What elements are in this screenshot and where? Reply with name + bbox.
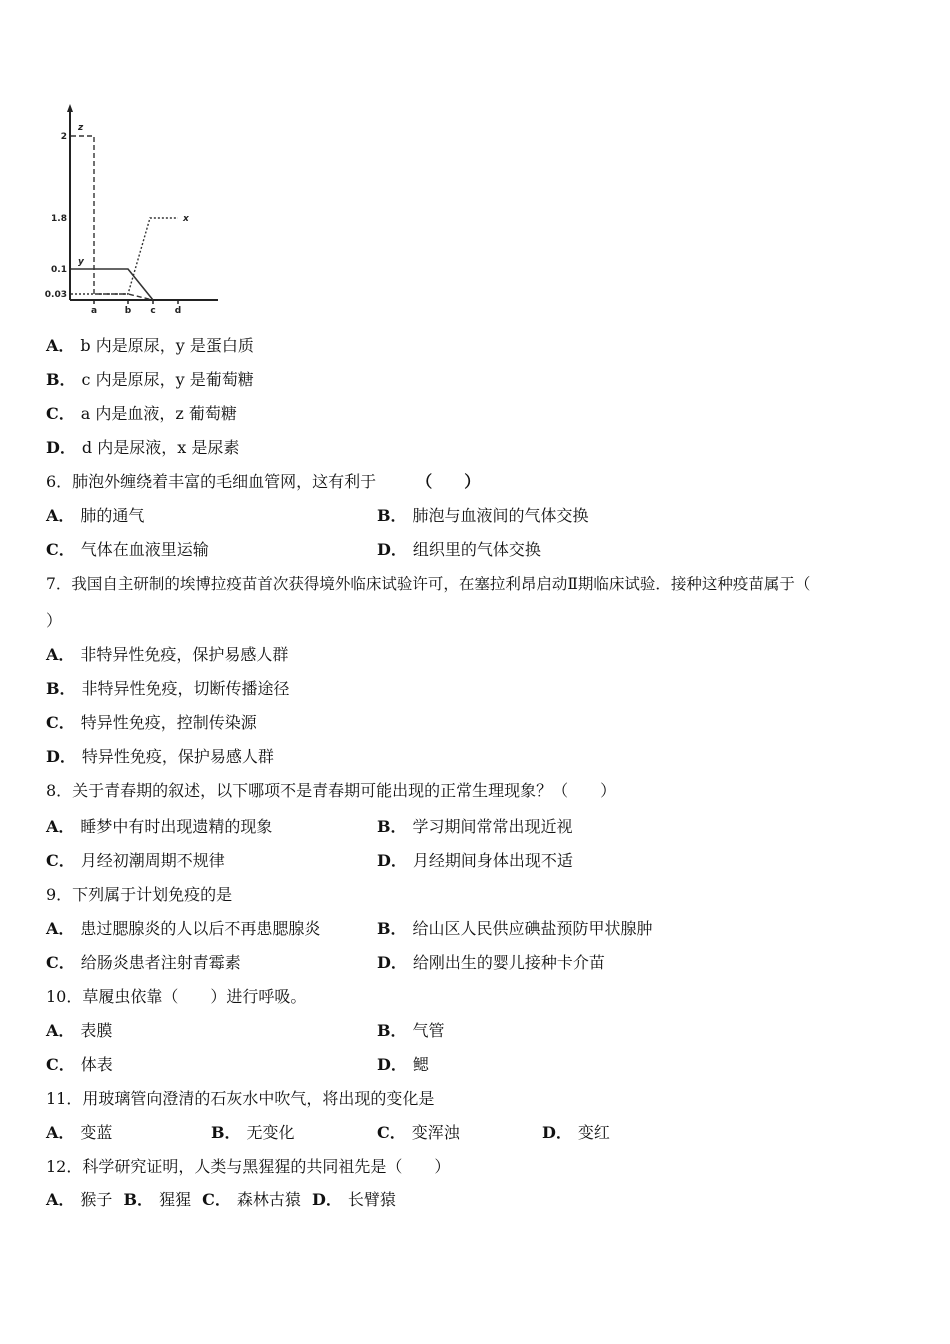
- option-letter: B．: [123, 1190, 154, 1209]
- option-letter: B．: [377, 817, 407, 836]
- option-letter: A．: [46, 645, 75, 664]
- series-label-y: y: [78, 257, 84, 267]
- x-tick-label: a: [90, 306, 98, 316]
- q5-option-a[interactable]: [46, 336, 254, 356]
- option-letter: B．: [377, 1021, 407, 1040]
- series-label-z: z: [78, 123, 84, 133]
- x-tick-label: c: [150, 306, 156, 316]
- q8-option-b[interactable]: [377, 817, 573, 837]
- option-letter: D．: [377, 953, 407, 972]
- y-tick-label: 2: [60, 132, 67, 142]
- option-text: 睡梦中有时出现遗精的现象: [80, 817, 273, 836]
- option-text: c 内是原尿，y 是葡萄糖: [81, 370, 254, 389]
- axes: [67, 104, 218, 300]
- q7-option-d[interactable]: [46, 747, 274, 767]
- q10-option-d[interactable]: [377, 1055, 429, 1075]
- option-text: 特异性免疫，控制传染源: [80, 713, 257, 732]
- q12-option-a[interactable]: [46, 1190, 112, 1210]
- option-text: b 内是原尿，y 是蛋白质: [80, 336, 254, 355]
- y-tick-label: 0.03: [44, 290, 67, 300]
- question-text: 6．肺泡外缠绕着丰富的毛细血管网，这有利于: [46, 472, 377, 491]
- kidney-concentration-chart: [40, 100, 230, 320]
- q9-option-d[interactable]: [377, 953, 605, 973]
- q6-option-a[interactable]: [46, 506, 144, 526]
- q9-option-a[interactable]: [46, 919, 320, 939]
- q9-option-b[interactable]: [377, 919, 653, 939]
- series-label-x: x: [183, 214, 189, 224]
- option-letter: B．: [377, 919, 407, 938]
- option-letter: A．: [46, 1123, 75, 1142]
- option-text: 学习期间常常出现近视: [412, 817, 573, 836]
- q7-option-a[interactable]: [46, 645, 288, 665]
- q12-stem: 12．科学研究证明，人类与黑猩猩的共同祖先是（ ）: [46, 1157, 451, 1176]
- q11-option-b[interactable]: [211, 1123, 295, 1143]
- option-letter: D．: [46, 438, 76, 457]
- q7-stem: 7．我国自主研制的埃博拉疫苗首次获得境外临床试验许可，在塞拉利昂启动Ⅱ期临床试验．接种这种疫苗属于（: [46, 575, 811, 593]
- series-line-x: [71, 218, 178, 294]
- q12-option-b[interactable]: [124, 1190, 192, 1210]
- option-letter: C．: [46, 953, 75, 972]
- answer-blank: （ ）: [416, 472, 481, 491]
- q12-option-c[interactable]: [202, 1190, 301, 1210]
- option-text: 患过腮腺炎的人以后不再患腮腺炎: [80, 919, 321, 938]
- q7-stem-cont: ）: [46, 611, 63, 630]
- q10-stem: 10．草履虫依靠（ ）进行呼吸。: [46, 987, 307, 1006]
- q10-option-c[interactable]: [46, 1055, 113, 1075]
- y-tick-label: 0.1: [51, 265, 67, 275]
- option-letter: D．: [377, 1055, 407, 1074]
- q9-stem: 9．下列属于计划免疫的是: [46, 885, 233, 904]
- y-tick-label: 1.8: [51, 214, 67, 224]
- option-text: 变蓝: [80, 1123, 113, 1142]
- option-letter: D．: [46, 747, 76, 766]
- option-letter: B．: [377, 506, 407, 525]
- option-text: 体表: [80, 1055, 113, 1074]
- q11-option-d[interactable]: [542, 1123, 610, 1143]
- option-text: a 内是血液，z 葡萄糖: [80, 404, 237, 423]
- q6-option-b[interactable]: [377, 506, 589, 526]
- option-letter: C．: [377, 1123, 406, 1142]
- option-text: 猩猩: [159, 1190, 192, 1209]
- option-text: 特异性免疫，保护易感人群: [81, 747, 274, 766]
- option-letter: B．: [46, 679, 76, 698]
- option-letter: D．: [542, 1123, 572, 1142]
- option-text: d 内是尿液，x 是尿素: [81, 438, 240, 457]
- q5-option-c[interactable]: [46, 404, 237, 424]
- q8-option-d[interactable]: [377, 851, 573, 871]
- q5-option-b[interactable]: [46, 370, 254, 390]
- q11-option-c[interactable]: [377, 1123, 460, 1143]
- option-text: 肺泡与血液间的气体交换: [412, 506, 589, 525]
- q8-option-c[interactable]: [46, 851, 225, 871]
- option-letter: C．: [202, 1190, 231, 1209]
- q6-option-d[interactable]: [377, 540, 541, 560]
- option-text: 非特异性免疫，切断传播途径: [81, 679, 290, 698]
- series-line-y: [71, 269, 153, 300]
- option-text: 肺的通气: [80, 506, 145, 525]
- q11-stem: 11．用玻璃管向澄清的石灰水中吹气，将出现的变化是: [46, 1089, 435, 1108]
- option-letter: A．: [46, 817, 75, 836]
- x-tick-label: b: [124, 306, 132, 316]
- q10-option-a[interactable]: [46, 1021, 112, 1041]
- option-letter: D．: [377, 851, 407, 870]
- q7-option-b[interactable]: [46, 679, 290, 699]
- q12-option-d[interactable]: [312, 1190, 396, 1210]
- option-letter: A．: [46, 336, 75, 355]
- option-text: 给山区人民供应碘盐预防甲状腺肿: [412, 919, 653, 938]
- option-text: 气管: [412, 1021, 445, 1040]
- option-letter: C．: [46, 713, 75, 732]
- option-text: 无变化: [246, 1123, 295, 1142]
- option-letter: C．: [46, 1055, 75, 1074]
- q10-option-b[interactable]: [377, 1021, 445, 1041]
- option-text: 非特异性免疫，保护易感人群: [80, 645, 289, 664]
- option-text: 森林古猿: [236, 1190, 301, 1209]
- q7-option-c[interactable]: [46, 713, 257, 733]
- option-letter: A．: [46, 919, 75, 938]
- y-axis-arrow: [67, 104, 73, 112]
- option-text: 月经期间身体出现不适: [412, 851, 573, 870]
- option-text: 组织里的气体交换: [412, 540, 541, 559]
- option-letter: D．: [312, 1190, 342, 1209]
- q5-option-d[interactable]: [46, 438, 239, 458]
- option-text: 给肠炎患者注射青霉素: [80, 953, 241, 972]
- q9-option-c[interactable]: [46, 953, 241, 973]
- option-letter: A．: [46, 1190, 75, 1209]
- option-text: 变浑浊: [411, 1123, 460, 1142]
- option-letter: A．: [46, 506, 75, 525]
- q8-stem: 8．关于青春期的叙述，以下哪项不是青春期可能出现的正常生理现象？（ ）: [46, 781, 617, 800]
- option-text: 长臂猿: [347, 1190, 396, 1209]
- option-text: 气体在血液里运输: [80, 540, 209, 559]
- option-letter: B．: [46, 370, 76, 389]
- q6-stem: [46, 472, 480, 492]
- option-letter: C．: [46, 851, 75, 870]
- option-letter: B．: [211, 1123, 241, 1142]
- option-text: 变红: [577, 1123, 610, 1142]
- q8-option-a[interactable]: [46, 817, 272, 837]
- option-text: 鳃: [412, 1055, 429, 1074]
- option-letter: C．: [46, 404, 75, 423]
- option-letter: D．: [377, 540, 407, 559]
- q6-option-c[interactable]: [46, 540, 209, 560]
- q11-option-a[interactable]: [46, 1123, 112, 1143]
- q12-options: [46, 1190, 396, 1210]
- option-text: 给刚出生的婴儿接种卡介苗: [412, 953, 605, 972]
- option-letter: C．: [46, 540, 75, 559]
- series-line-z: [71, 136, 153, 300]
- x-tick-label: d: [174, 306, 182, 316]
- option-text: 猴子: [80, 1190, 113, 1209]
- option-letter: A．: [46, 1021, 75, 1040]
- option-text: 表膜: [80, 1021, 113, 1040]
- option-text: 月经初潮周期不规律: [80, 851, 225, 870]
